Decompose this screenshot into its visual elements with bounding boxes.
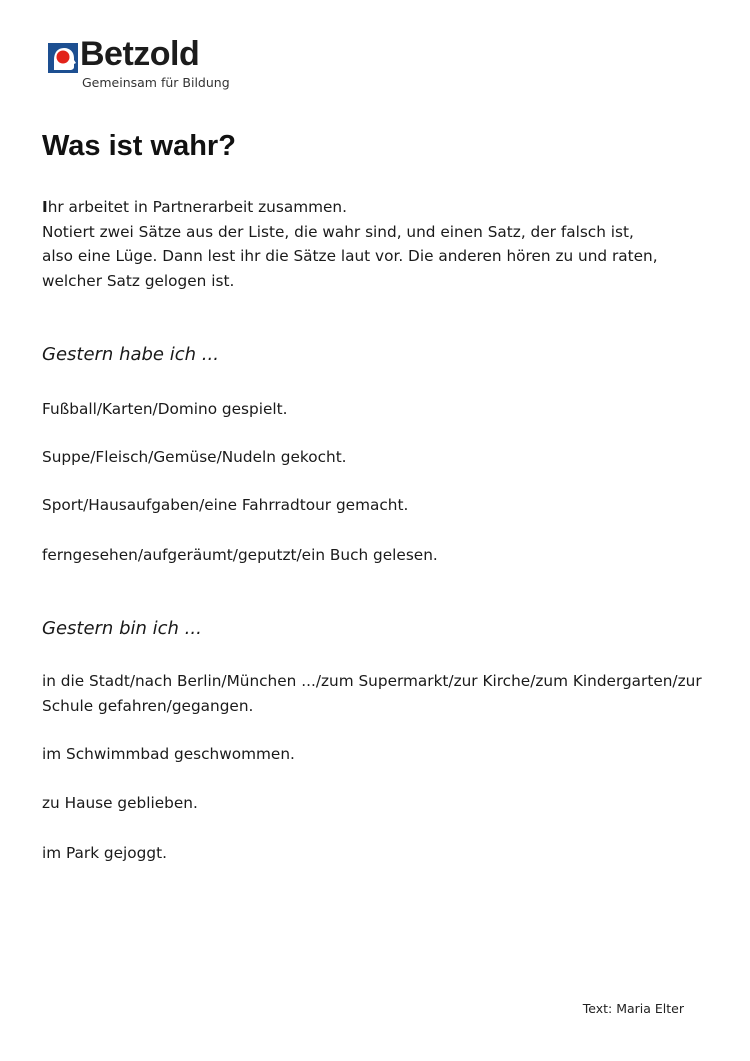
list-item: ferngesehen/aufgeräumt/geputzt/ein Buch gelesen. <box>42 546 438 564</box>
instructions-line-2: Notiert zwei Sätze aus der Liste, die wahr sind, und einen Satz, der falsch ist, <box>42 222 634 241</box>
drop-cap: I <box>42 198 48 216</box>
list-item: zu Hause geblieben. <box>42 794 198 812</box>
betzold-logo-icon <box>48 43 78 73</box>
list-item: im Schwimmbad geschwommen. <box>42 745 295 763</box>
list-item: im Park gejoggt. <box>42 844 167 862</box>
brand-tagline: Gemeinsam für Bildung <box>82 75 230 90</box>
brand-name: Betzold <box>80 35 200 73</box>
instructions-line-4: welcher Satz gelogen ist. <box>42 271 235 290</box>
author-credit: Text: Maria Elter <box>582 1001 684 1016</box>
instructions <box>42 195 702 293</box>
section-heading-habe: Gestern habe ich ... <box>42 344 219 365</box>
instructions-line-3: also eine Lüge. Dann lest ihr die Sätze laut vor. Die anderen hören zu und raten, <box>42 247 658 265</box>
instructions-line-1: Ihr arbeitet in Partnerarbeit zusammen. <box>42 198 347 216</box>
list-item: Fußball/Karten/Domino gespielt. <box>42 400 288 418</box>
list-item: Sport/Hausaufgaben/eine Fahrradtour gemacht. <box>42 496 409 514</box>
list-item: in die Stadt/nach Berlin/München .../zum Supermarkt/zur Kirche/zum Kindergarten/zur Schule gefahren/gegangen. <box>42 672 702 715</box>
section-heading-bin: Gestern bin ich ... <box>42 618 202 639</box>
page-title: Was ist wahr? <box>42 130 236 162</box>
list-item: Suppe/Fleisch/Gemüse/Nudeln gekocht. <box>42 448 347 466</box>
